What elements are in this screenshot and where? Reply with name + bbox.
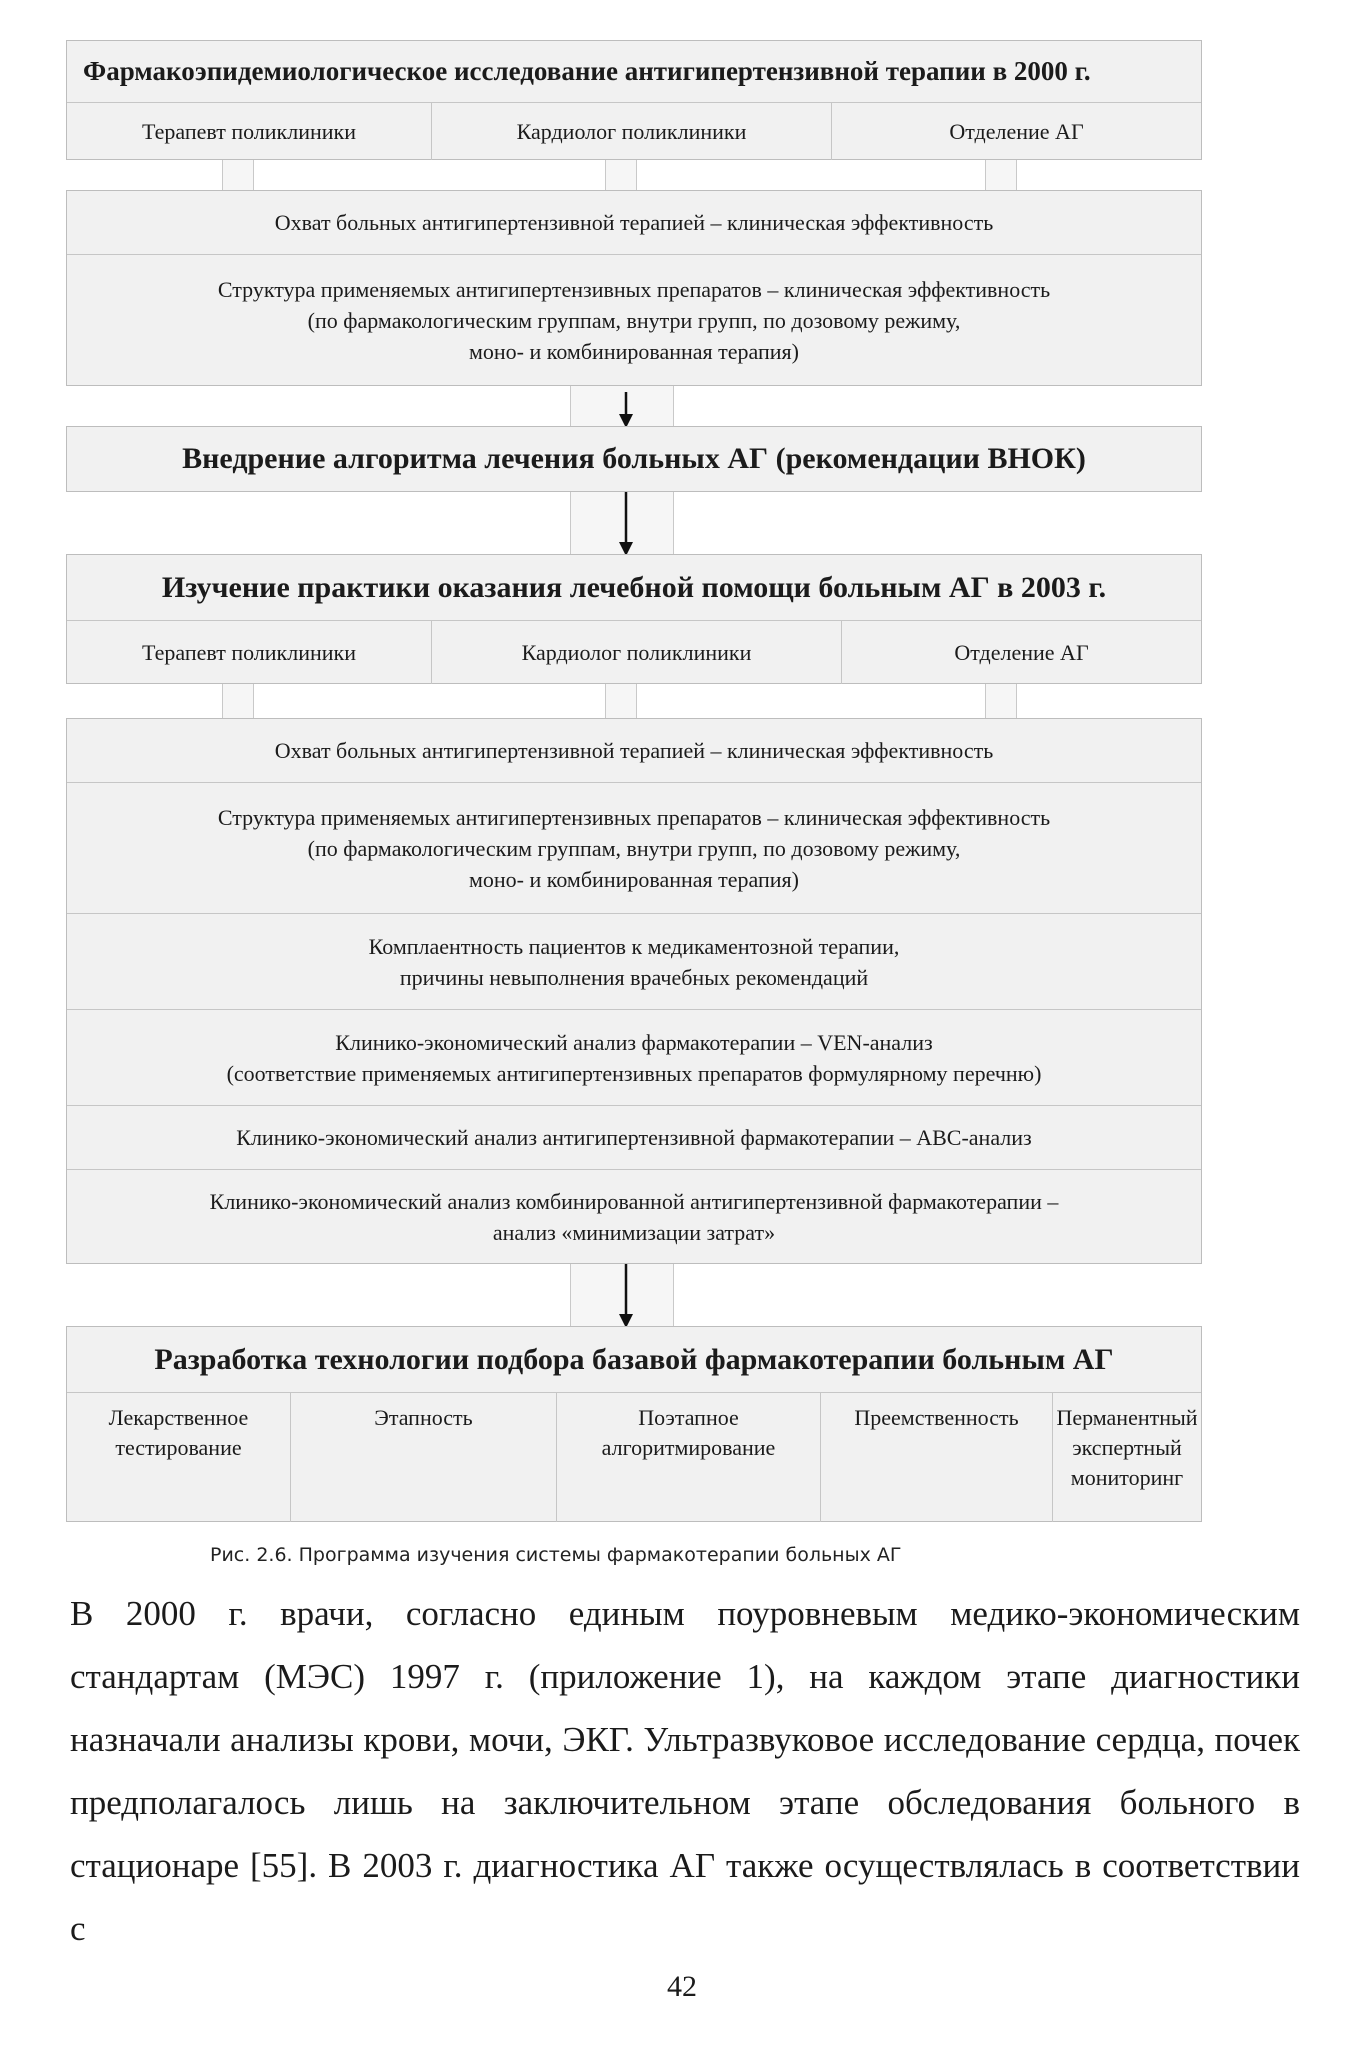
cost-minimization-item: Клинико-экономический анализ комбинированной антигипертензивной фармакотерапии – анализ «минимизации затрат» — [209, 1189, 1059, 1245]
study-2003-columns — [67, 621, 1201, 684]
study-2000-box — [66, 40, 1202, 160]
technology-box — [66, 1326, 1202, 1522]
body-paragraph: В 2000 г. врачи, согласно единым поуровневым медико-экономическим стандартам (МЭС) 1997 г. (приложение 1), на каждом этапе диагностики назначали анализы крови, мочи, ЭКГ. Ультразвуковое исследование сердца, почек предполагалось лишь на заключительном этапе обследования больного в стационаре [55]. В 2003 г. диагностика АГ также осуществлялась в соответствии с — [70, 1594, 1300, 1948]
column-therapist: Терапевт поликлиники — [67, 621, 432, 684]
ven-analysis-item: Клинико-экономический анализ фармакотерапии – VEN-анализ (соответствие применяемых антигипертензивных препаратов формулярному перечню) — [67, 1010, 1201, 1106]
column-ag-department: Отделение АГ — [949, 118, 1084, 144]
column-stepwise-algorithm: Поэтапное алгоритмирование — [557, 1393, 821, 1522]
arrow-down-icon — [616, 490, 636, 556]
analysis-2003-box — [66, 718, 1202, 1264]
column-expert-monitoring: Перманентный экспертный мониторинг — [1056, 1405, 1198, 1490]
connector — [985, 682, 1017, 720]
study-2000-columns — [67, 103, 1201, 160]
algorithm-box — [66, 426, 1202, 492]
compliance-item: Комплаентность пациентов к медикаментозной терапии, причины невыполнения врачебных рекомендаций — [67, 914, 1201, 1010]
analysis-2000-box — [66, 190, 1202, 386]
column-continuity: Преемственность — [821, 1393, 1053, 1522]
column-drug-testing: Лекарственное тестирование — [67, 1393, 291, 1522]
study-2003-box — [66, 554, 1202, 684]
algorithm-title: Внедрение алгоритма лечения больных АГ (рекомендации ВНОК) — [182, 442, 1086, 475]
connector — [605, 158, 637, 192]
column-therapist: Терапевт поликлиники — [67, 103, 432, 160]
coverage-item: Охват больных антигипертензивной терапией – клиническая эффективность — [67, 191, 1201, 255]
figure-caption: Рис. 2.6. Программа изучения системы фармакотерапии больных АГ — [210, 1544, 902, 1566]
column-staging: Этапность — [291, 1393, 557, 1522]
technology-columns — [67, 1393, 1201, 1522]
connector — [222, 158, 254, 192]
structure-item: Структура применяемых антигипертензивных препаратов – клиническая эффективность (по фармакологическим группам, внутри групп, по дозовому режиму, моно- и комбинированная терапия) — [67, 783, 1201, 914]
column-cardiologist: Кардиолог поликлиники — [432, 103, 832, 160]
technology-title: Разработка технологии подбора базавой фармакотерапии больным АГ — [67, 1327, 1201, 1393]
connector — [985, 158, 1017, 192]
column-cardiologist: Кардиолог поликлиники — [432, 621, 842, 684]
structure-item: Структура применяемых антигипертензивных препаратов – клиническая эффективность (по фармакологическим группам, внутри групп, по дозовому режиму, моно- и комбинированная терапия) — [217, 277, 1051, 364]
connector — [222, 682, 254, 720]
abc-analysis-item: Клинико-экономический анализ антигипертензивной фармакотерапии – АВС-анализ — [67, 1106, 1201, 1170]
connector — [605, 682, 637, 720]
coverage-item: Охват больных антигипертензивной терапией – клиническая эффективность — [67, 719, 1201, 783]
arrow-down-icon — [616, 392, 636, 428]
page-number: 42 — [667, 1970, 697, 2003]
study-2003-title: Изучение практики оказания лечебной помощи больным АГ в 2003 г. — [67, 555, 1201, 621]
study-2000-title: Фармакоэпидемиологическое исследование антигипертензивной терапии в 2000 г. — [67, 41, 1201, 103]
arrow-down-icon — [616, 1262, 636, 1328]
column-ag-department: Отделение АГ — [954, 639, 1089, 665]
